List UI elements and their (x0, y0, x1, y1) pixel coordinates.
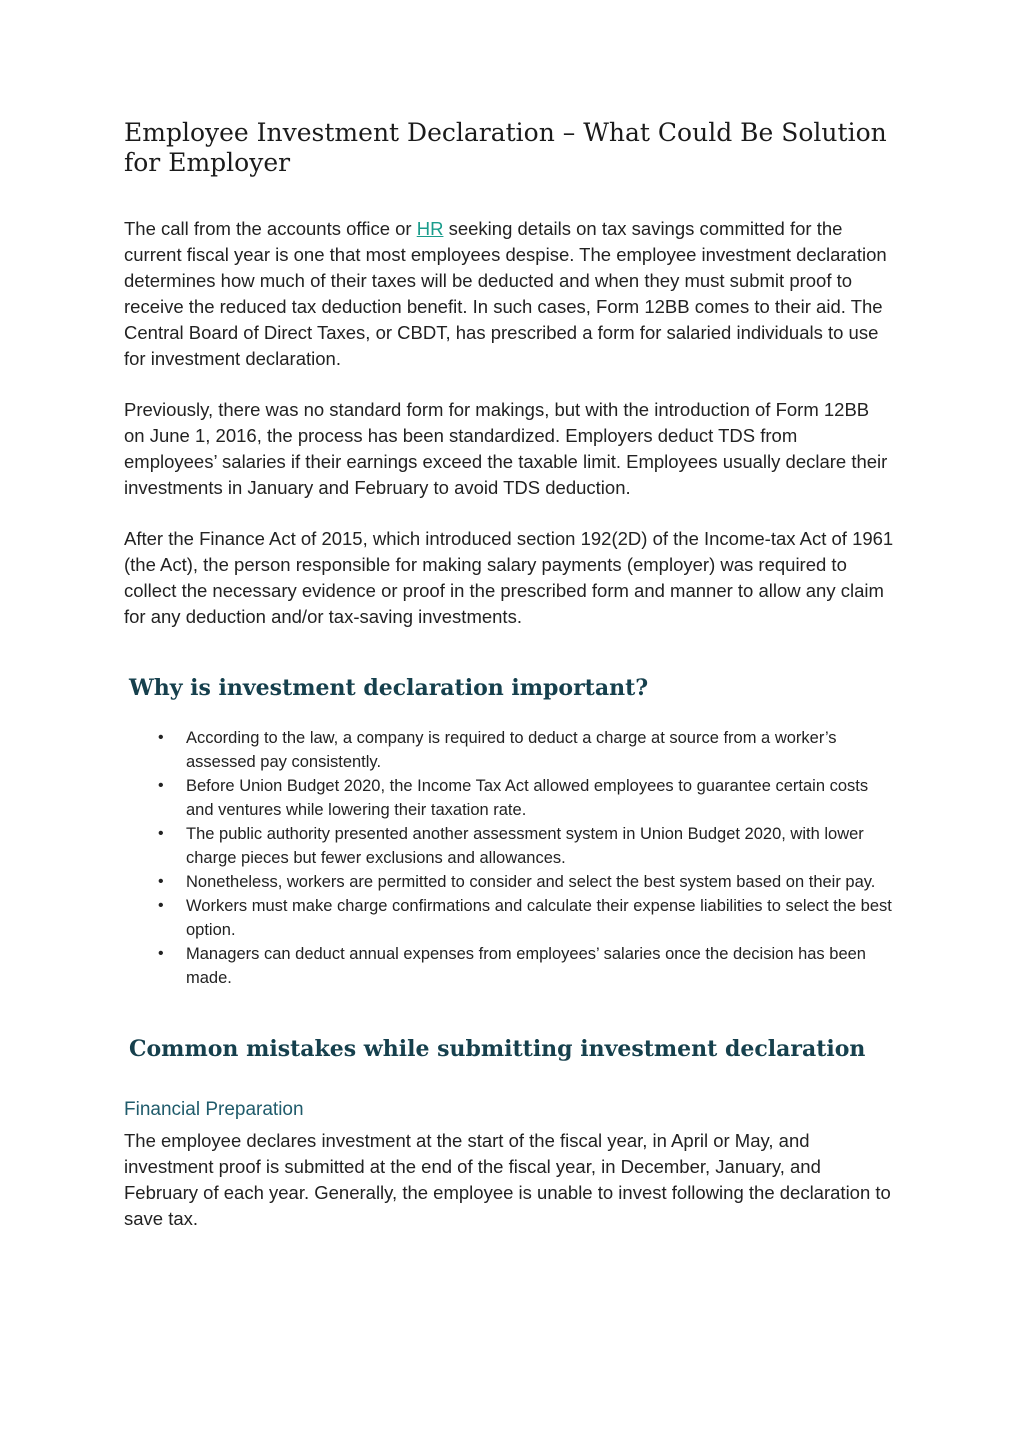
document-title: Employee Investment Declaration – What Could Be Solution for Employer (124, 118, 887, 177)
financial-preparation-paragraph: The employee declares investment at the start of the fiscal year, in April or May, and investment proof is submitted at the end of the fiscal year, in December, January, and February of each year. Generally, the employee is unable to invest following the declaration to save tax. (124, 1130, 891, 1229)
bullet-icon: • (158, 729, 164, 746)
why-bullet-list (124, 726, 894, 990)
list-item (124, 822, 896, 870)
list-item-text: According to the law, a company is required to deduct a charge at source from a worker’s assessed pay consistently. (186, 729, 837, 771)
bullet-icon: • (158, 825, 164, 842)
intro-text-after-link: seeking details on tax savings committed for the current fiscal year is one that most employees despise. The employee investment declaration determines how much of their taxes will be deducted and when they must submit proof to receive the reduced tax deduction benefit. In such cases, Form 12BB comes to their aid. The Central Board of Direct Taxes, or CBDT, has prescribed a form for salaried individuals to use for investment declaration. (124, 218, 887, 369)
list-item-text: Workers must make charge confirmations and calculate their expense liabilities to select the best option. (186, 897, 892, 939)
list-item-text: Managers can deduct annual expenses from employees’ salaries once the decision has been made. (186, 945, 866, 987)
why-section-heading: Why is investment declaration important? (129, 675, 649, 701)
intro-paragraph (124, 216, 894, 372)
paragraph-form-12bb: Previously, there was no standard form for makings, but with the introduction of Form 12BB on June 1, 2016, the process has been standardized. Employers deduct TDS from employees’ salaries if their earnings exceed the taxable limit. Employees usually declare their investments in January and February to avoid TDS deduction. (124, 399, 888, 498)
hr-link[interactable]: HR (416, 218, 444, 239)
bullet-icon: • (158, 945, 164, 962)
bullet-icon: • (158, 777, 164, 794)
list-item-text: Nonetheless, workers are permitted to consider and select the best system based on their pay. (186, 873, 876, 891)
list-item-text: The public authority presented another assessment system in Union Budget 2020, with lower charge pieces but fewer exclusions and allowances. (186, 825, 864, 867)
document-page (124, 118, 894, 1232)
list-item (124, 894, 896, 942)
list-item (124, 774, 896, 822)
financial-preparation-subheading: Financial Preparation (124, 1099, 304, 1120)
list-item (124, 942, 896, 990)
mistakes-section-heading: Common mistakes while submitting investment declaration (129, 1036, 866, 1062)
intro-text-before-link: The call from the accounts office or (124, 218, 417, 239)
bullet-icon: • (158, 897, 164, 914)
paragraph-finance-act: After the Finance Act of 2015, which introduced section 192(2D) of the Income-tax Act of 1961 (the Act), the person responsible for making salary payments (employer) was required to collect the necessary evidence or proof in the prescribed form and manner to allow any claim for any deduction and/or tax-saving investments. (124, 528, 894, 627)
list-item-text: Before Union Budget 2020, the Income Tax Act allowed employees to guarantee certain costs and ventures while lowering their taxation rate. (186, 777, 869, 819)
bullet-icon: • (158, 873, 164, 890)
list-item (124, 726, 896, 774)
list-item (124, 870, 896, 894)
